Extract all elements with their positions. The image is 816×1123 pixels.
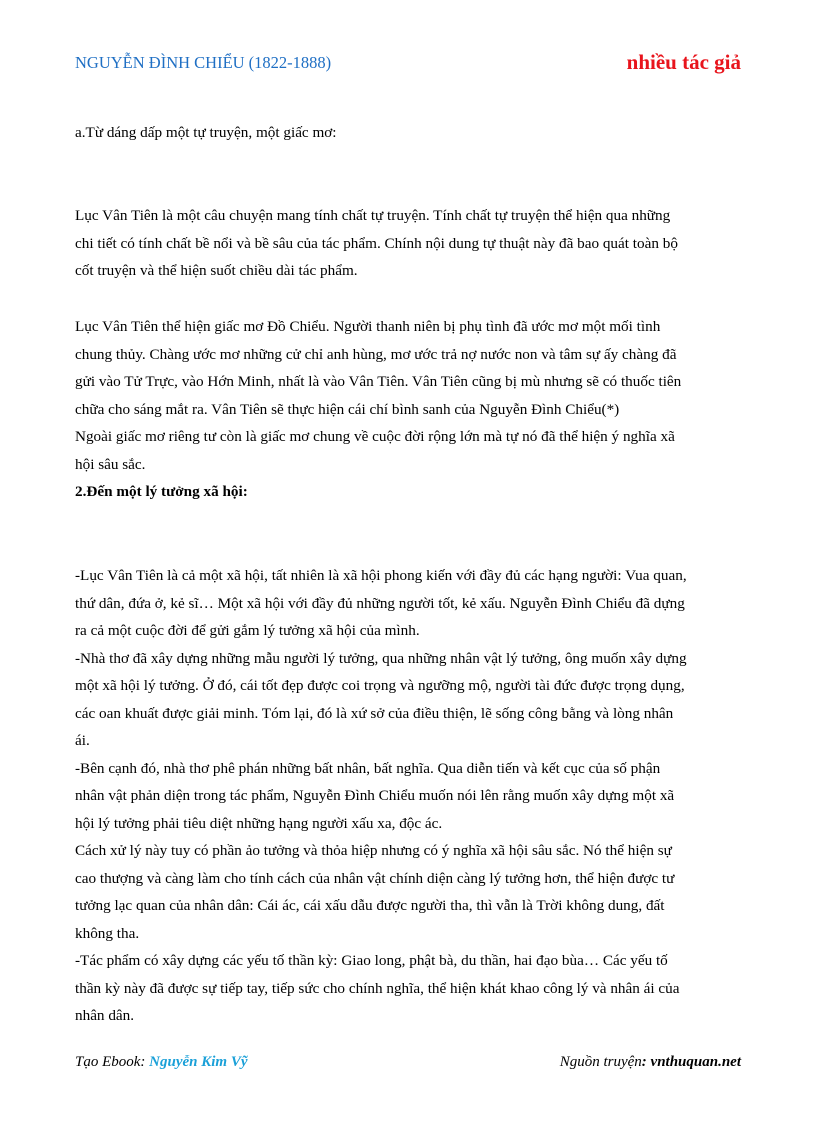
header-author: nhiều tác giả [626, 50, 741, 74]
text-line: không tha. [75, 924, 140, 942]
text-line: -Nhà thơ đã xây dựng những mẫu người lý tưởng, qua những nhân vật lý tưởng, ông muốn xây dựng [75, 649, 687, 667]
text-line: Ngoài giấc mơ riêng tư còn là giấc mơ chung về cuộc đời rộng lớn mà tự nó đã thể hiện ý nghĩa xã [75, 428, 675, 445]
text-line: -Bên cạnh đó, nhà thơ phê phán những bất nhân, bất nghĩa. Qua diễn tiến và kết cục của số phận [75, 759, 661, 777]
text-line: a.Từ dáng dấp một tự truyện, một giấc mơ: [75, 124, 337, 141]
text-line: -Lục Vân Tiên là cả một xã hội, tất nhiên là xã hội phong kiến với đầy đủ các hạng người: Vua quan, [75, 567, 687, 584]
paragraph-autobiography [75, 202, 745, 285]
section-a-heading [75, 119, 745, 147]
text-line: chung thủy. Chàng ước mơ những cử chỉ anh hùng, mơ ước trả nợ nước non và tâm sự ấy chàng đã [75, 345, 677, 363]
text-line: hội lý tưởng phải tiêu diệt những hạng người xấu xa, độc ác. [75, 814, 443, 832]
text-line: thần kỳ này đã được sự tiếp tay, tiếp sức cho chính nghĩa, thể hiện khát khao công lý và nhân ái của [75, 979, 680, 997]
text-line: Lục Vân Tiên là một câu chuyện mang tính chất tự truyện. Tính chất tự truyện thể hiện qua những [75, 207, 671, 224]
text-line: các oan khuất được giải minh. Tóm lại, đó là xứ sở của điều thiện, lẽ sống công bằng và lòng nhân [75, 704, 674, 722]
header-book-title: NGUYỄN ĐÌNH CHIỂU (1822-1888) [75, 53, 332, 72]
section-2-heading: 2.Đến một lý tưởng xã hội: [75, 483, 248, 500]
paragraph-social-ideal [75, 562, 745, 1030]
text-line: nhân vật phản diện trong tác phẩm, Nguyễn Đình Chiểu muốn nói lên rằng muốn xây dựng một xã [75, 787, 675, 804]
footer-source-site: vnthuquan.net [650, 1054, 741, 1070]
text-line: tưởng lạc quan của nhân dân: Cái ác, cái xấu dẫu được người tha, thì vẫn là Trời không dung, đất [75, 897, 665, 914]
text-line: Lục Vân Tiên thể hiện giấc mơ Đồ Chiểu. Người thanh niên bị phụ tình đã ước mơ một mối tình [75, 318, 661, 335]
text-line: ra cả một cuộc đời để gửi gắm lý tưởng xã hội của mình. [75, 622, 420, 639]
text-line: ái. [75, 732, 90, 749]
footer-creator-name: Nguyễn Kim Vỹ [149, 1054, 248, 1070]
text-line: một xã hội lý tưởng. Ở đó, cái tốt đẹp được coi trọng và ngưỡng mộ, người tài đức được trọng dụng, [75, 677, 685, 694]
paragraph-dream [75, 313, 745, 506]
text-line: hội sâu sắc. [75, 455, 146, 473]
text-line: Cách xử lý này tuy có phần ảo tưởng và thỏa hiệp nhưng có ý nghĩa xã hội sâu sắc. Nó thể hiện sự [75, 842, 672, 859]
text-line: chữa cho sáng mắt ra. Vân Tiên sẽ thực hiện cái chí bình sanh của Nguyễn Đình Chiểu(*) [75, 400, 620, 418]
text-line: thứ dân, đứa ở, kẻ sĩ… Một xã hội với đầy đủ những người tốt, kẻ xấu. Nguyễn Đình Chiểu đã dựng [75, 594, 685, 612]
text-line: cao thượng và càng làm cho tính cách của nhân vật chính diện càng lý tưởng hơn, thể hiện được tư [75, 869, 675, 887]
page-header [75, 50, 741, 80]
footer-separator: : [140, 1054, 150, 1070]
text-line: cốt truyện và thể hiện suốt chiều dài tác phẩm. [75, 262, 358, 279]
text-line: chi tiết có tính chất bề nổi và bề sâu của tác phẩm. Chính nội dung tự thuật này đã bao quát toàn bộ [75, 234, 678, 252]
footer-source-credit [560, 1054, 741, 1071]
footer-ebook-credit [75, 1054, 248, 1071]
text-line: gửi vào Tử Trực, vào Hớn Minh, nhất là vào Vân Tiên. Vân Tiên cũng bị mù nhưng sẽ có thuốc tiên [75, 373, 682, 390]
footer-separator: : [641, 1054, 651, 1070]
text-line: -Tác phẩm có xây dựng các yếu tố thần kỳ: Giao long, phật bà, du thần, hai đạo bùa… Các yếu tố [75, 952, 668, 969]
text-line: nhân dân. [75, 1007, 135, 1024]
footer-source-label: Nguồn truyện [559, 1054, 642, 1070]
footer-ebook-label: Tạo Ebook [75, 1054, 141, 1070]
